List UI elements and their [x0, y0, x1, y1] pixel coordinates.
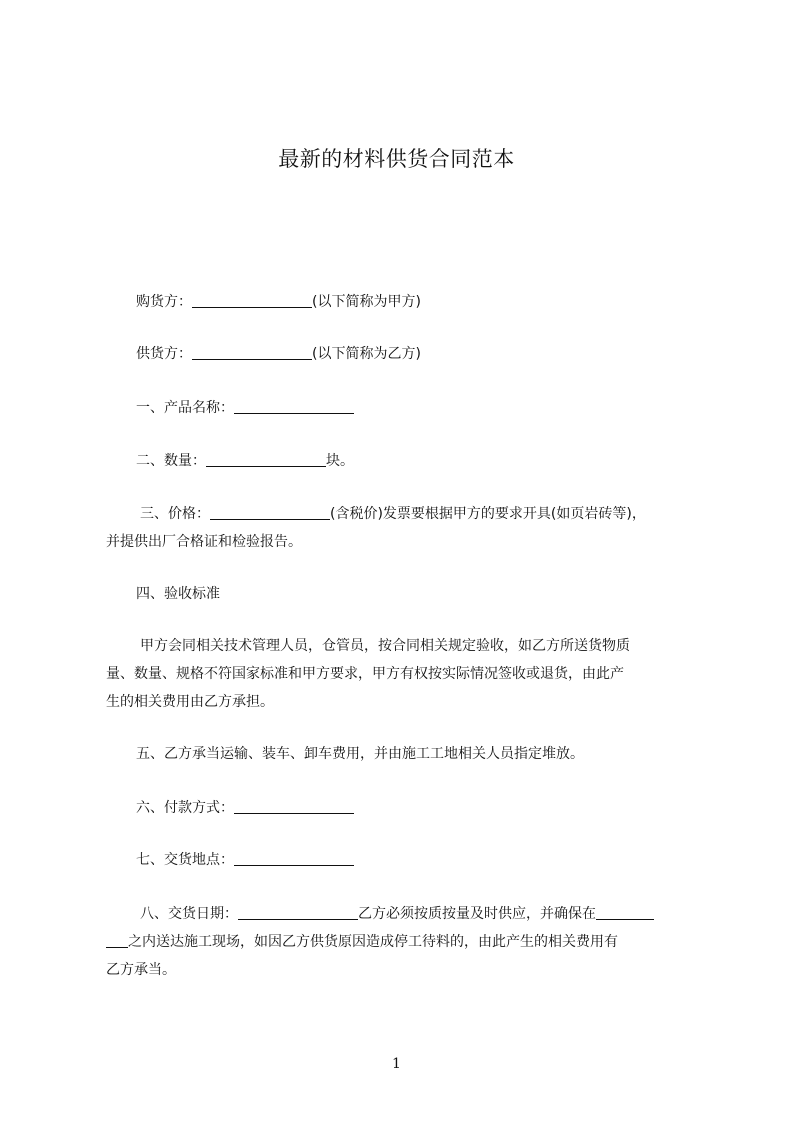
supplier-blank — [192, 344, 312, 360]
buyer-note: (以下简称为甲方) — [312, 294, 421, 310]
buyer-label: 购货方： — [136, 294, 192, 310]
delivery-place-label: 七、交货地点： — [136, 852, 234, 868]
clause-delivery-place — [136, 850, 354, 870]
supplier-label: 供货方： — [136, 346, 192, 362]
clause-acceptance-body — [106, 632, 706, 716]
acceptance-body-line2: 量、数量、规格不符国家标准和甲方要求，甲方有权按实际情况签收或退货，由此产 — [106, 666, 624, 682]
delivery-deadline-blank-continued — [106, 932, 128, 948]
price-blank — [210, 504, 330, 520]
delivery-date-text2: 之内送达施工现场，如因乙方供货原因造成停工待料的，由此产生的相关费用有 — [128, 934, 618, 950]
product-name-blank — [234, 398, 354, 414]
product-name-label: 一、产品名称： — [136, 400, 234, 416]
clause-product-name — [136, 398, 354, 418]
supplier-note: (以下简称为乙方) — [312, 346, 421, 362]
delivery-date-label: 八、交货日期： — [140, 906, 238, 922]
clause-transport: 五、乙方承当运输、装车、卸车费用，并由施工工地相关人员指定堆放。 — [136, 746, 584, 762]
payment-blank — [234, 798, 354, 814]
price-label: 三、价格： — [140, 506, 210, 522]
document-title: 最新的材料供货合同范本 — [278, 147, 515, 171]
clause-payment — [136, 798, 354, 818]
acceptance-body-line3: 生的相关费用由乙方承担。 — [106, 694, 274, 710]
page-number: 1 — [392, 1056, 401, 1072]
clause-quantity — [136, 451, 354, 471]
delivery-date-text1: 乙方必须按质按量及时供应，并确保在 — [358, 906, 596, 922]
quantity-unit: 块。 — [326, 453, 354, 469]
delivery-place-blank — [234, 850, 354, 866]
clause-delivery-date — [106, 900, 706, 984]
price-note-line2: 并提供出厂合格证和检验报告。 — [106, 534, 302, 550]
clause-price — [106, 500, 706, 556]
delivery-date-blank — [238, 904, 358, 920]
buyer-blank — [192, 292, 312, 308]
delivery-date-text3: 乙方承当。 — [106, 962, 176, 978]
price-note: (含税价)发票要根据甲方的要求开具(如页岩砖等)， — [330, 506, 646, 522]
clause-acceptance-heading: 四、验收标准 — [136, 586, 220, 602]
delivery-deadline-blank — [596, 904, 654, 920]
supplier-line — [136, 344, 421, 364]
buyer-line — [136, 292, 421, 312]
acceptance-body-line1: 甲方会同相关技术管理人员，仓管员，按合同相关规定验收，如乙方所送货物质 — [140, 638, 630, 654]
quantity-blank — [206, 451, 326, 467]
quantity-label: 二、数量： — [136, 453, 206, 469]
payment-label: 六、付款方式： — [136, 800, 234, 816]
